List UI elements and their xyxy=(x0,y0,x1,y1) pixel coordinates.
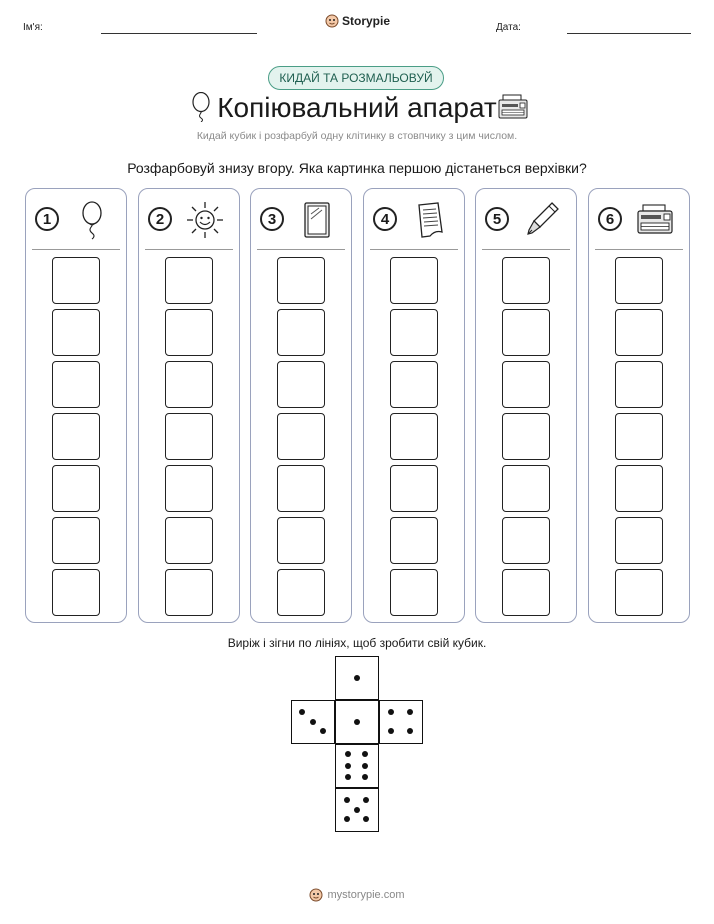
date-label: Дата: xyxy=(496,22,521,33)
color-cell[interactable] xyxy=(390,569,438,616)
color-cell[interactable] xyxy=(615,257,663,304)
die-face xyxy=(335,788,379,832)
activity-badge: КИДАЙ ТА РОЗМАЛЬОВУЙ xyxy=(268,66,444,90)
color-cell[interactable] xyxy=(615,465,663,512)
page-title: Копіювальний апарат xyxy=(217,92,497,123)
color-cell[interactable] xyxy=(52,257,100,304)
die-pip xyxy=(344,797,350,803)
column-number: 1 xyxy=(35,207,59,231)
color-cell[interactable] xyxy=(165,361,213,408)
die-pip xyxy=(388,728,394,734)
balloon-icon xyxy=(72,200,112,240)
instruction-text: Розфарбовуй знизу вгору. Яка картинка першою дістанеться верхівки? xyxy=(127,160,587,176)
color-cell[interactable] xyxy=(52,413,100,460)
color-cell[interactable] xyxy=(277,257,325,304)
die-pip xyxy=(363,797,369,803)
color-cell[interactable] xyxy=(615,569,663,616)
die-face xyxy=(335,700,379,744)
die-pip xyxy=(407,709,413,715)
color-cell[interactable] xyxy=(52,569,100,616)
die-pip xyxy=(320,728,326,734)
color-cell[interactable] xyxy=(390,309,438,356)
color-cell[interactable] xyxy=(615,309,663,356)
color-cell[interactable] xyxy=(502,361,550,408)
dice-column-1 xyxy=(25,188,127,623)
die-pip xyxy=(354,719,360,725)
color-cell[interactable] xyxy=(502,517,550,564)
color-cell[interactable] xyxy=(390,517,438,564)
color-cell[interactable] xyxy=(502,413,550,460)
storypie-mascot-icon xyxy=(309,888,323,902)
die-pip xyxy=(345,774,351,780)
column-divider xyxy=(370,249,458,250)
die-pip xyxy=(362,774,368,780)
column-divider xyxy=(257,249,345,250)
copier-icon xyxy=(635,200,675,240)
glass-panel-icon xyxy=(297,200,337,240)
copier-icon xyxy=(497,93,529,121)
color-cell[interactable] xyxy=(165,257,213,304)
die-pip xyxy=(407,728,413,734)
die-pip xyxy=(388,709,394,715)
footer-url: mystorypie.com xyxy=(327,889,405,901)
color-cell[interactable] xyxy=(52,361,100,408)
brand-name: Storypie xyxy=(342,14,391,28)
die-face xyxy=(379,700,423,744)
column-divider xyxy=(32,249,120,250)
color-cell[interactable] xyxy=(390,413,438,460)
fountain-pen-icon xyxy=(522,200,562,240)
color-cell[interactable] xyxy=(165,517,213,564)
subtitle: Кидай кубик і розфарбуй одну клітинку в стовпчику з цим числом. xyxy=(196,130,518,142)
cut-instruction: Виріж і зігни по лініях, щоб зробити свій кубик. xyxy=(227,636,487,650)
column-divider xyxy=(482,249,570,250)
die-pip xyxy=(363,816,369,822)
sun-icon xyxy=(185,200,225,240)
dice-column-6 xyxy=(588,188,690,623)
name-label: Ім'я: xyxy=(23,22,43,33)
color-cell[interactable] xyxy=(52,517,100,564)
die-pip xyxy=(362,751,368,757)
column-number: 4 xyxy=(373,207,397,231)
color-cell[interactable] xyxy=(277,465,325,512)
column-number: 2 xyxy=(148,207,172,231)
die-pip xyxy=(299,709,305,715)
brand-logo xyxy=(325,14,390,28)
color-cell[interactable] xyxy=(277,361,325,408)
color-cell[interactable] xyxy=(502,465,550,512)
die-face xyxy=(291,700,335,744)
die-pip xyxy=(344,816,350,822)
color-cell[interactable] xyxy=(615,517,663,564)
name-line[interactable] xyxy=(101,33,257,34)
color-cell[interactable] xyxy=(165,309,213,356)
color-cell[interactable] xyxy=(502,309,550,356)
color-cell[interactable] xyxy=(615,413,663,460)
footer xyxy=(0,888,714,902)
color-cell[interactable] xyxy=(390,465,438,512)
dice-column-2 xyxy=(138,188,240,623)
color-cell[interactable] xyxy=(615,361,663,408)
date-line[interactable] xyxy=(567,33,691,34)
color-cell[interactable] xyxy=(165,413,213,460)
die-pip xyxy=(354,807,360,813)
column-number: 5 xyxy=(485,207,509,231)
color-cell[interactable] xyxy=(52,309,100,356)
column-divider xyxy=(145,249,233,250)
color-cell[interactable] xyxy=(277,517,325,564)
column-number: 6 xyxy=(598,207,622,231)
dice-column-5 xyxy=(475,188,577,623)
column-number: 3 xyxy=(260,207,284,231)
dice-column-4 xyxy=(363,188,465,623)
color-cell[interactable] xyxy=(165,569,213,616)
storypie-mascot-icon xyxy=(325,14,339,28)
color-cell[interactable] xyxy=(52,465,100,512)
color-cell[interactable] xyxy=(277,569,325,616)
color-cell[interactable] xyxy=(277,413,325,460)
dice-column-3 xyxy=(250,188,352,623)
color-cell[interactable] xyxy=(502,257,550,304)
color-cell[interactable] xyxy=(277,309,325,356)
die-pip xyxy=(310,719,316,725)
document-icon xyxy=(410,200,450,240)
die-face xyxy=(335,744,379,788)
die-pip xyxy=(345,751,351,757)
die-pip xyxy=(354,675,360,681)
die-pip xyxy=(362,763,368,769)
color-cell[interactable] xyxy=(502,569,550,616)
die-face xyxy=(335,656,379,700)
color-cell[interactable] xyxy=(390,257,438,304)
die-pip xyxy=(345,763,351,769)
column-divider xyxy=(595,249,683,250)
color-cell[interactable] xyxy=(165,465,213,512)
color-cell[interactable] xyxy=(390,361,438,408)
